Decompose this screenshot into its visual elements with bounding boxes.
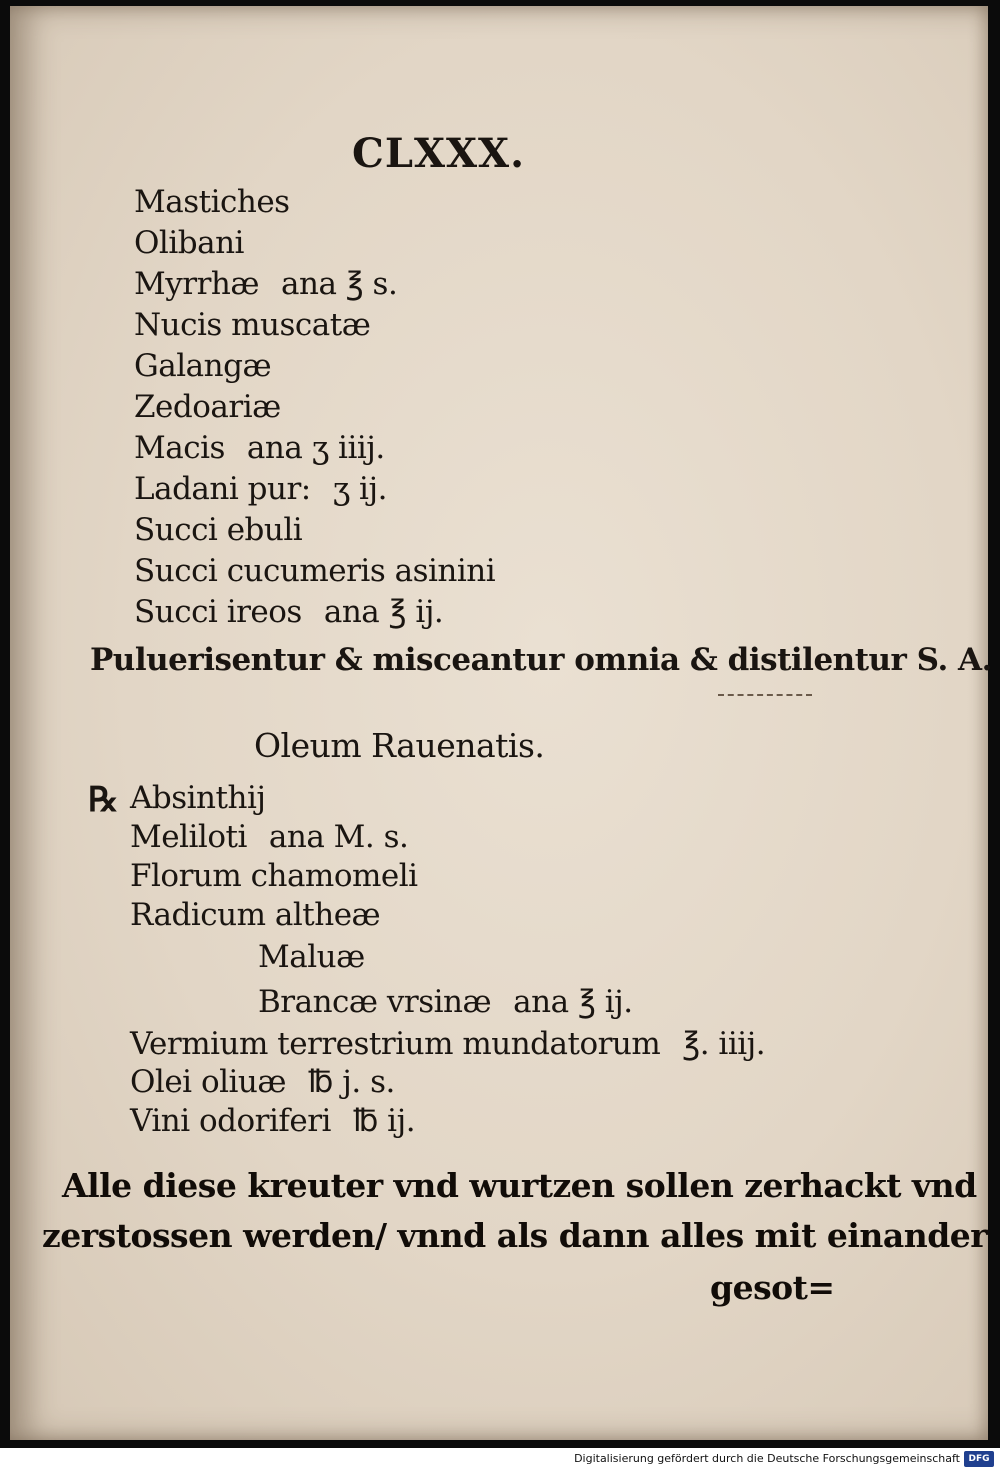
ingredient-name: Succi cucumeris asinini: [134, 553, 496, 589]
ingredient-name: Mastiches: [134, 184, 290, 220]
ingredient-line: [134, 266, 397, 302]
ingredient-name: Myrrhæ: [134, 266, 259, 302]
footer-bar: [0, 1448, 1000, 1472]
ingredient-line: [134, 594, 443, 630]
recipe-title: Oleum Rauenatis.: [254, 726, 545, 765]
ingredient-line: [134, 389, 281, 425]
ingredient-name: Olei oliuæ: [130, 1064, 287, 1100]
ingredient-line: [130, 858, 418, 894]
ingredient-name: Meliloti: [130, 819, 247, 855]
ingredient-line: [134, 307, 370, 343]
ingredient-qty: ana M. s.: [268, 819, 409, 855]
ingredient-name: Vermium terrestrium mundatorum: [130, 1026, 661, 1062]
ingredient-qty: ℔ ij.: [352, 1103, 416, 1139]
ingredient-line: [134, 471, 387, 507]
german-text-line: Alle diese kreuter vnd wurtzen sollen zerhackt vnd: [62, 1166, 977, 1205]
page-number: CLXXX.: [352, 130, 525, 177]
ingredient-line: [130, 1064, 395, 1100]
ingredient-line: [134, 430, 385, 466]
ingredient-name: Florum chamomeli: [130, 858, 418, 894]
ingredient-line: [130, 897, 380, 933]
german-text-line: zerstossen werden/ vnnd als dann alles mit einander: [42, 1216, 988, 1255]
ingredient-line: [134, 225, 244, 261]
footer-credit: Digitalisierung gefördert durch die Deutsche Forschungsgemeinschaft: [574, 1452, 960, 1465]
ingredient-line: [258, 984, 633, 1020]
ingredient-name: Vini odoriferi: [130, 1103, 331, 1139]
ingredient-name: Ladani pur:: [134, 471, 311, 507]
ingredient-name: Succi ireos: [134, 594, 302, 630]
ingredient-line: [130, 819, 408, 855]
ingredient-line: [130, 1026, 765, 1062]
german-text-line: gesot=: [710, 1268, 835, 1307]
ingredient-line: [130, 1103, 415, 1139]
ingredient-name: Brancæ vrsinæ: [258, 984, 492, 1020]
ingredient-line: [134, 553, 495, 589]
ingredient-name: Olibani: [134, 225, 244, 261]
ingredient-name: Succi ebuli: [134, 512, 303, 548]
ingredient-qty: ℔ j. s.: [308, 1064, 395, 1100]
ingredient-line: [134, 184, 290, 220]
ingredient-name: Maluæ: [258, 939, 365, 975]
ingredient-qty: ana ℥ s.: [281, 266, 398, 302]
ingredient-name: Absinthij: [130, 780, 266, 816]
ingredient-line: [134, 348, 271, 384]
ingredient-line: [134, 512, 302, 548]
dfg-logo-icon: DFG: [964, 1451, 994, 1467]
ingredient-name: Radicum altheæ: [130, 897, 381, 933]
dashed-underline: [718, 694, 812, 696]
ingredient-qty: ʒ ij.: [332, 471, 387, 507]
ingredient-line: [258, 939, 365, 975]
ingredient-name: Macis: [134, 430, 225, 466]
ingredient-name: Zedoariæ: [134, 389, 281, 425]
ingredient-qty: ℥. iiij.: [682, 1026, 766, 1062]
ingredient-name: Galangæ: [134, 348, 272, 384]
ingredient-qty: ana ℥ ij.: [323, 594, 444, 630]
instruction-text: Puluerisentur & misceantur omnia & distilentur S. A.: [90, 642, 992, 678]
ingredient-qty: ana ʒ iiij.: [246, 430, 385, 466]
recipe-symbol-icon: ℞: [88, 780, 118, 820]
ingredient-line: [130, 780, 265, 816]
ingredient-name: Nucis muscatæ: [134, 307, 371, 343]
ingredient-qty: ana ℥ ij.: [513, 984, 633, 1020]
